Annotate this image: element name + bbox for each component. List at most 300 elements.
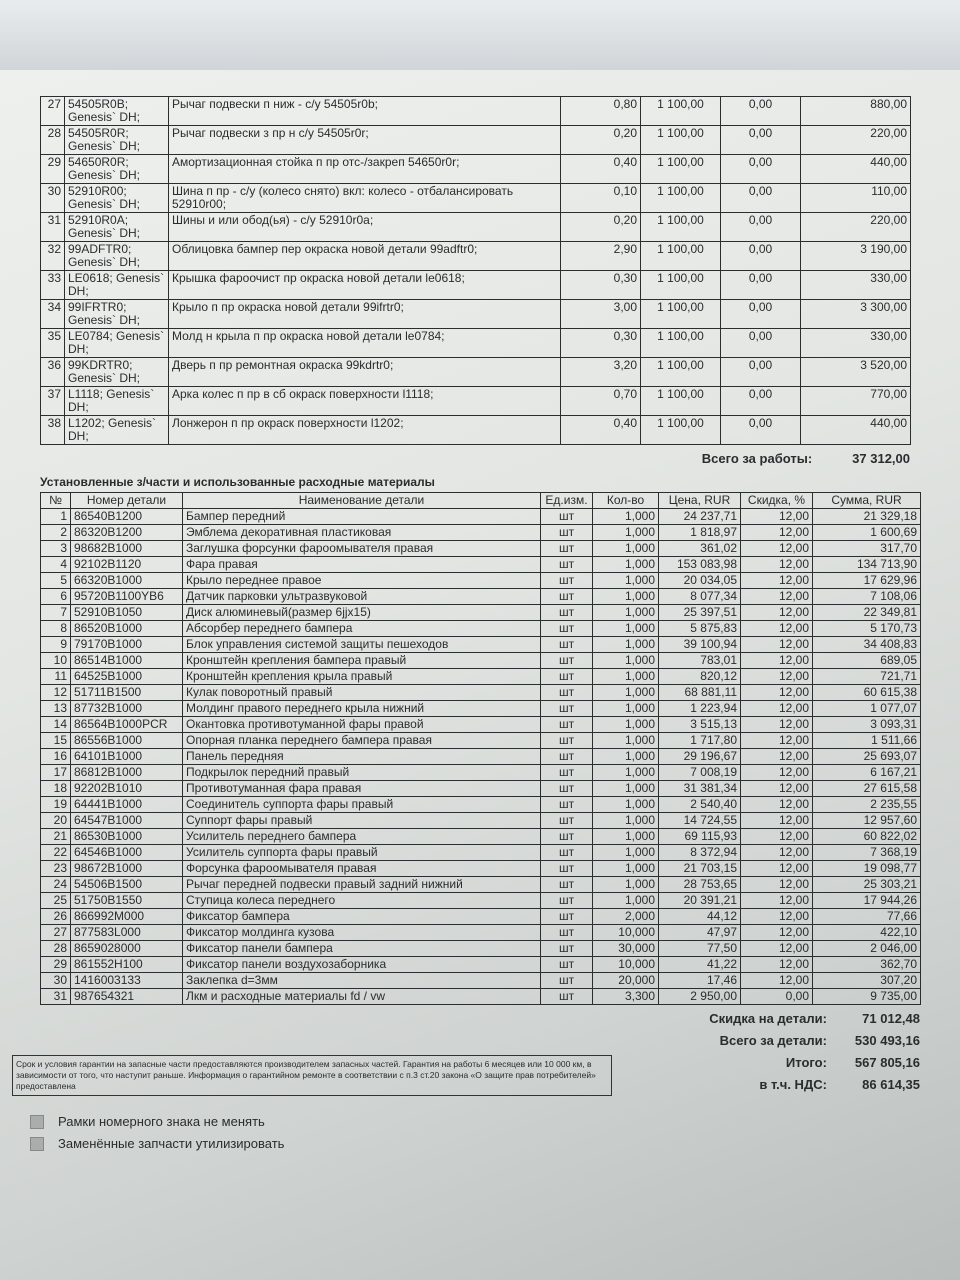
checkbox-plate-frames[interactable] (30, 1114, 920, 1130)
warranty-note: Срок и условия гарантии на запасные части предоставляются производителем запасных частей. Гарантия на работы 6 месяцев или 10 000 км, в зависимости от того, что наступит раньше. Информация о гарантийном ремонте в соответствии с п.3 ст.20 закона «О защите прав потребителей» предоставлена (12, 1055, 612, 1096)
parts-cell: 17 (41, 765, 71, 781)
parts-cell: 1,000 (593, 861, 659, 877)
labor-row (41, 329, 911, 358)
parts-cell: 8 077,34 (659, 589, 741, 605)
parts-cell: 12,00 (741, 541, 813, 557)
parts-cell: 820,12 (659, 669, 741, 685)
parts-cell: 25 397,51 (659, 605, 741, 621)
parts-row (41, 989, 921, 1005)
parts-cell: 22 349,81 (813, 605, 921, 621)
checkbox-label: Заменённые запчасти утилизировать (58, 1136, 285, 1151)
parts-cell: шт (541, 509, 593, 525)
parts-cell: 14 (41, 717, 71, 733)
labor-cell: 880,00 (801, 97, 911, 126)
parts-cell: 12,00 (741, 589, 813, 605)
labor-row (41, 387, 911, 416)
parts-cell: 16 (41, 749, 71, 765)
parts-cell: 19 (41, 797, 71, 813)
parts-cell: 12,00 (741, 909, 813, 925)
labor-cell: 1 100,00 (641, 358, 721, 387)
parts-cell: шт (541, 861, 593, 877)
labor-cell: 1 100,00 (641, 184, 721, 213)
labor-row (41, 242, 911, 271)
parts-cell: 64441B1000 (71, 797, 183, 813)
labor-cell: 36 (41, 358, 65, 387)
parts-cell: шт (541, 893, 593, 909)
parts-cell: Усилитель суппорта фары правый (183, 845, 541, 861)
parts-cell: 14 724,55 (659, 813, 741, 829)
parts-cell: шт (541, 989, 593, 1005)
parts-cell: Кронштейн крепления бампера правый (183, 653, 541, 669)
parts-cell: 68 881,11 (659, 685, 741, 701)
labor-cell: 440,00 (801, 416, 911, 445)
parts-cell: 12,00 (741, 941, 813, 957)
parts-cell: шт (541, 925, 593, 941)
parts-cell: 1,000 (593, 813, 659, 829)
parts-cell: 3 093,31 (813, 717, 921, 733)
parts-cell: 64546B1000 (71, 845, 183, 861)
labor-cell: Дверь п пр ремонтная окраска 99kdrtr0; (169, 358, 561, 387)
parts-cell: 86812B1000 (71, 765, 183, 781)
parts-cell: 12,00 (741, 925, 813, 941)
labor-cell: 1 100,00 (641, 213, 721, 242)
parts-cell: 12 (41, 685, 71, 701)
labor-cell: 770,00 (801, 387, 911, 416)
parts-cell: 3,300 (593, 989, 659, 1005)
parts-cell: 3 515,13 (659, 717, 741, 733)
parts-cell: 12,00 (741, 893, 813, 909)
parts-cell: 1,000 (593, 877, 659, 893)
labor-cell: 32 (41, 242, 65, 271)
labor-cell: 330,00 (801, 271, 911, 300)
parts-row (41, 669, 921, 685)
parts-cell: шт (541, 573, 593, 589)
parts-cell: 86514B1000 (71, 653, 183, 669)
parts-row (41, 557, 921, 573)
parts-row (41, 605, 921, 621)
parts-cell: 69 115,93 (659, 829, 741, 845)
labor-cell: 3 190,00 (801, 242, 911, 271)
parts-row (41, 589, 921, 605)
parts-cell: 9 (41, 637, 71, 653)
labor-cell: L1118; Genesis` DH; (65, 387, 169, 416)
column-header: Наименование детали (183, 493, 541, 509)
labor-cell: 34 (41, 300, 65, 329)
parts-cell: 28 (41, 941, 71, 957)
labor-cell: 35 (41, 329, 65, 358)
labor-cell: 1 100,00 (641, 300, 721, 329)
parts-cell: 317,70 (813, 541, 921, 557)
labor-cell: 54505R0B; Genesis` DH; (65, 97, 169, 126)
labor-cell: Арка колес п пр в сб окраск поверхности l1118; (169, 387, 561, 416)
parts-cell: 27 (41, 925, 71, 941)
checkbox-icon[interactable] (30, 1115, 44, 1129)
parts-cell: Форсунка фароомывателя правая (183, 861, 541, 877)
parts-cell: 2 540,40 (659, 797, 741, 813)
labor-cell: 0,00 (721, 97, 801, 126)
labor-row (41, 213, 911, 242)
parts-cell: Заклепка d=3мм (183, 973, 541, 989)
parts-cell: 86320B1200 (71, 525, 183, 541)
parts-cell: 21 329,18 (813, 509, 921, 525)
parts-cell: 64101B1000 (71, 749, 183, 765)
parts-cell: шт (541, 797, 593, 813)
labor-row (41, 184, 911, 213)
labor-cell: 0,00 (721, 329, 801, 358)
parts-cell: 6 (41, 589, 71, 605)
labor-cell: 0,00 (721, 358, 801, 387)
parts-cell: шт (541, 957, 593, 973)
labor-total-label: Всего за работы: (701, 451, 813, 466)
parts-cell: 24 237,71 (659, 509, 741, 525)
parts-cell: 22 (41, 845, 71, 861)
parts-cell: 1,000 (593, 541, 659, 557)
parts-table (40, 492, 921, 1005)
parts-cell: Эмблема декоративная пластиковая (183, 525, 541, 541)
parts-cell: 86540B1200 (71, 509, 183, 525)
labor-cell: 1 100,00 (641, 416, 721, 445)
parts-cell: шт (541, 621, 593, 637)
parts-cell: 1,000 (593, 893, 659, 909)
parts-cell: Ступица колеса переднего (183, 893, 541, 909)
parts-cell: 2 950,00 (659, 989, 741, 1005)
parts-cell: 1,000 (593, 749, 659, 765)
parts-cell: 5 875,83 (659, 621, 741, 637)
labor-cell: 27 (41, 97, 65, 126)
checkbox-label: Рамки номерного знака не менять (58, 1114, 265, 1129)
parts-row (41, 813, 921, 829)
parts-cell: 12,00 (741, 781, 813, 797)
parts-row (41, 973, 921, 989)
parts-cell: Панель передняя (183, 749, 541, 765)
parts-cell: 12,00 (741, 605, 813, 621)
parts-cell: 10,000 (593, 925, 659, 941)
labor-cell: 99IFRTR0; Genesis` DH; (65, 300, 169, 329)
parts-cell: 30 (41, 973, 71, 989)
column-header: Сумма, RUR (813, 493, 921, 509)
parts-cell: 7 008,19 (659, 765, 741, 781)
labor-cell: 0,20 (561, 126, 641, 155)
parts-cell: 1,000 (593, 733, 659, 749)
labor-cell: 0,00 (721, 242, 801, 271)
parts-cell: шт (541, 605, 593, 621)
parts-cell: Кулак поворотный правый (183, 685, 541, 701)
labor-cell: Рычаг подвески з пр н с/у 54505r0r; (169, 126, 561, 155)
parts-cell: 5 170,73 (813, 621, 921, 637)
parts-cell: 17,46 (659, 973, 741, 989)
parts-cell: 21 703,15 (659, 861, 741, 877)
labor-total (40, 451, 910, 467)
parts-cell: 689,05 (813, 653, 921, 669)
labor-cell: 0,30 (561, 329, 641, 358)
labor-cell: Амортизационная стойка п пр отс-/закреп 54650r0r; (169, 155, 561, 184)
labor-cell: 54505R0R; Genesis` DH; (65, 126, 169, 155)
parts-cell: 11 (41, 669, 71, 685)
parts-cell: 1,000 (593, 717, 659, 733)
parts-cell: 64525B1000 (71, 669, 183, 685)
parts-row (41, 701, 921, 717)
parts-cell: Опорная планка переднего бампера правая (183, 733, 541, 749)
parts-cell: Соединитель суппорта фары правый (183, 797, 541, 813)
labor-cell: Облицовка бампер пер окраска новой детали 99adftr0; (169, 242, 561, 271)
parts-row (41, 653, 921, 669)
labor-cell: LE0784; Genesis` DH; (65, 329, 169, 358)
labor-cell: 1 100,00 (641, 329, 721, 358)
parts-cell: 25 303,21 (813, 877, 921, 893)
parts-cell: 2 235,55 (813, 797, 921, 813)
labor-cell: Крышка фароочист пр окраска новой детали le0618; (169, 271, 561, 300)
parts-cell: Бампер передний (183, 509, 541, 525)
labor-row (41, 271, 911, 300)
parts-cell: Противотуманная фара правая (183, 781, 541, 797)
parts-cell: шт (541, 525, 593, 541)
parts-row (41, 573, 921, 589)
parts-row (41, 925, 921, 941)
parts-cell: 1,000 (593, 653, 659, 669)
labor-cell: 0,00 (721, 387, 801, 416)
parts-cell: 721,71 (813, 669, 921, 685)
parts-cell: 30,000 (593, 941, 659, 957)
parts-cell: 77,50 (659, 941, 741, 957)
column-header: Ед.изм. (541, 493, 593, 509)
parts-cell: 12,00 (741, 669, 813, 685)
parts-cell: шт (541, 813, 593, 829)
parts-cell: 362,70 (813, 957, 921, 973)
column-header: Номер детали (71, 493, 183, 509)
labor-cell: 1 100,00 (641, 155, 721, 184)
parts-cell: шт (541, 781, 593, 797)
parts-cell: 86530B1000 (71, 829, 183, 845)
labor-table (40, 96, 911, 445)
labor-cell: 0,00 (721, 213, 801, 242)
parts-cell: 12 957,60 (813, 813, 921, 829)
parts-cell: 7 (41, 605, 71, 621)
labor-cell: 99ADFTR0; Genesis` DH; (65, 242, 169, 271)
labor-cell: 33 (41, 271, 65, 300)
parts-cell: 12,00 (741, 701, 813, 717)
parts-cell: 39 100,94 (659, 637, 741, 653)
labor-cell: 31 (41, 213, 65, 242)
labor-cell: 52910R00; Genesis` DH; (65, 184, 169, 213)
parts-cell: Заглушка форсунки фароомывателя правая (183, 541, 541, 557)
parts-cell: 1 511,66 (813, 733, 921, 749)
parts-row (41, 781, 921, 797)
parts-cell: 86556B1000 (71, 733, 183, 749)
parts-cell: 51711B1500 (71, 685, 183, 701)
parts-cell: шт (541, 845, 593, 861)
parts-cell: 41,22 (659, 957, 741, 973)
parts-cell: 18 (41, 781, 71, 797)
parts-cell: 31 381,34 (659, 781, 741, 797)
parts-cell: 1,000 (593, 797, 659, 813)
parts-row (41, 541, 921, 557)
parts-cell: 92102B1120 (71, 557, 183, 573)
checkbox-icon[interactable] (30, 1137, 44, 1151)
summary-label: Итого: (785, 1055, 827, 1070)
parts-row (41, 765, 921, 781)
labor-cell: 0,00 (721, 416, 801, 445)
parts-cell: 12,00 (741, 653, 813, 669)
parts-cell: 31 (41, 989, 71, 1005)
labor-cell: 0,40 (561, 155, 641, 184)
summary-value: 567 805,16 (854, 1055, 920, 1070)
parts-cell: 10 (41, 653, 71, 669)
parts-cell: 1,000 (593, 525, 659, 541)
parts-cell: 5 (41, 573, 71, 589)
parts-cell: 861552H100 (71, 957, 183, 973)
parts-row (41, 749, 921, 765)
parts-cell: 64547B1000 (71, 813, 183, 829)
parts-cell: 52910B1050 (71, 605, 183, 621)
labor-cell: 0,00 (721, 126, 801, 155)
parts-cell: шт (541, 973, 593, 989)
checkbox-dispose-parts[interactable] (30, 1136, 920, 1152)
parts-cell: 1,000 (593, 509, 659, 525)
labor-cell: Лонжерон п пр окраск поверхности l1202; (169, 416, 561, 445)
parts-cell: 153 083,98 (659, 557, 741, 573)
labor-cell: 54650R0R; Genesis` DH; (65, 155, 169, 184)
parts-cell: 12,00 (741, 973, 813, 989)
parts-cell: 1 600,69 (813, 525, 921, 541)
labor-cell: 52910R0A; Genesis` DH; (65, 213, 169, 242)
labor-cell: 1 100,00 (641, 387, 721, 416)
labor-cell: 440,00 (801, 155, 911, 184)
parts-cell: 1,000 (593, 589, 659, 605)
parts-cell: 1,000 (593, 605, 659, 621)
parts-cell: 7 368,19 (813, 845, 921, 861)
labor-cell: 3 520,00 (801, 358, 911, 387)
labor-cell: 0,00 (721, 184, 801, 213)
parts-cell: 1 717,80 (659, 733, 741, 749)
parts-cell: 28 753,65 (659, 877, 741, 893)
parts-cell: Усилитель переднего бампера (183, 829, 541, 845)
parts-cell: 12,00 (741, 861, 813, 877)
parts-cell: 20 (41, 813, 71, 829)
parts-row (41, 637, 921, 653)
parts-cell: шт (541, 733, 593, 749)
labor-row (41, 126, 911, 155)
summary-area (16, 1011, 920, 1096)
labor-cell: 3,00 (561, 300, 641, 329)
parts-cell: 27 615,58 (813, 781, 921, 797)
parts-cell: 60 615,38 (813, 685, 921, 701)
parts-cell: 15 (41, 733, 71, 749)
parts-cell: 7 108,06 (813, 589, 921, 605)
parts-cell: Суппорт фары правый (183, 813, 541, 829)
parts-cell: 21 (41, 829, 71, 845)
parts-row (41, 621, 921, 637)
parts-cell: 20,000 (593, 973, 659, 989)
labor-cell: 0,10 (561, 184, 641, 213)
parts-cell: 12,00 (741, 573, 813, 589)
parts-row (41, 957, 921, 973)
labor-cell: 3 300,00 (801, 300, 911, 329)
parts-cell: Диск алюминевый(размер 6jjx15) (183, 605, 541, 621)
parts-cell: 2,000 (593, 909, 659, 925)
parts-cell: Окантовка противотуманной фары правой (183, 717, 541, 733)
parts-cell: шт (541, 701, 593, 717)
parts-cell: 12,00 (741, 877, 813, 893)
labor-cell: Шина п пр - с/у (колесо снято) вкл: колесо - отбалансировать 52910r00; (169, 184, 561, 213)
parts-cell: 6 167,21 (813, 765, 921, 781)
labor-cell: 0,20 (561, 213, 641, 242)
parts-cell: 12,00 (741, 717, 813, 733)
parts-row (41, 861, 921, 877)
parts-cell: Фиксатор панели воздухозаборника (183, 957, 541, 973)
parts-cell: 86564B1000PCR (71, 717, 183, 733)
parts-cell: 34 408,83 (813, 637, 921, 653)
parts-cell: шт (541, 637, 593, 653)
parts-cell: 24 (41, 877, 71, 893)
labor-cell: Молд н крыла п пр окраска новой детали le0784; (169, 329, 561, 358)
parts-cell: 877583L000 (71, 925, 183, 941)
parts-cell: 134 713,90 (813, 557, 921, 573)
summary-value: 71 012,48 (862, 1011, 920, 1026)
parts-cell: 8659028000 (71, 941, 183, 957)
parts-cell: 25 693,07 (813, 749, 921, 765)
labor-cell: LE0618; Genesis` DH; (65, 271, 169, 300)
parts-cell: 12,00 (741, 557, 813, 573)
summary-value: 86 614,35 (862, 1077, 920, 1092)
parts-cell: 92202B1010 (71, 781, 183, 797)
parts-cell: 98672B1000 (71, 861, 183, 877)
parts-cell: 12,00 (741, 733, 813, 749)
parts-row (41, 509, 921, 525)
column-header: Цена, RUR (659, 493, 741, 509)
column-header: Кол-во (593, 493, 659, 509)
parts-row (41, 941, 921, 957)
parts-cell: Рычаг передней подвески правый задний нижний (183, 877, 541, 893)
parts-cell: 12,00 (741, 509, 813, 525)
parts-cell: Фиксатор бампера (183, 909, 541, 925)
labor-cell: 1 100,00 (641, 97, 721, 126)
labor-row (41, 155, 911, 184)
checkbox-list (30, 1114, 920, 1152)
parts-cell: 1,000 (593, 701, 659, 717)
parts-cell: 87732B1000 (71, 701, 183, 717)
parts-cell: 1,000 (593, 685, 659, 701)
parts-cell: 1,000 (593, 621, 659, 637)
parts-cell: 866992M000 (71, 909, 183, 925)
parts-cell: 23 (41, 861, 71, 877)
parts-cell: Кронштейн крепления крыла правый (183, 669, 541, 685)
parts-row (41, 797, 921, 813)
parts-cell: Фиксатор панели бампера (183, 941, 541, 957)
parts-cell: 1 223,94 (659, 701, 741, 717)
summary-totals (709, 1011, 920, 1093)
parts-cell: 1416003133 (71, 973, 183, 989)
document-page (0, 70, 960, 1280)
parts-cell: Фиксатор молдинга кузова (183, 925, 541, 941)
column-header: Скидка, % (741, 493, 813, 509)
parts-cell: 1,000 (593, 669, 659, 685)
parts-cell: 12,00 (741, 621, 813, 637)
labor-cell: 38 (41, 416, 65, 445)
parts-cell: 1 818,97 (659, 525, 741, 541)
parts-cell: Блок управления системой защиты пешеходов (183, 637, 541, 653)
parts-cell: Подкрылок передний правый (183, 765, 541, 781)
parts-cell: 12,00 (741, 797, 813, 813)
parts-cell: шт (541, 765, 593, 781)
parts-cell: 2 (41, 525, 71, 541)
parts-cell: 783,01 (659, 653, 741, 669)
parts-cell: Лкм и расходные материалы fd / vw (183, 989, 541, 1005)
parts-cell: шт (541, 653, 593, 669)
parts-cell: Фара правая (183, 557, 541, 573)
labor-cell: 0,40 (561, 416, 641, 445)
parts-cell: 1,000 (593, 829, 659, 845)
parts-section-title: Установленные з/части и использованные расходные материалы (40, 475, 435, 489)
